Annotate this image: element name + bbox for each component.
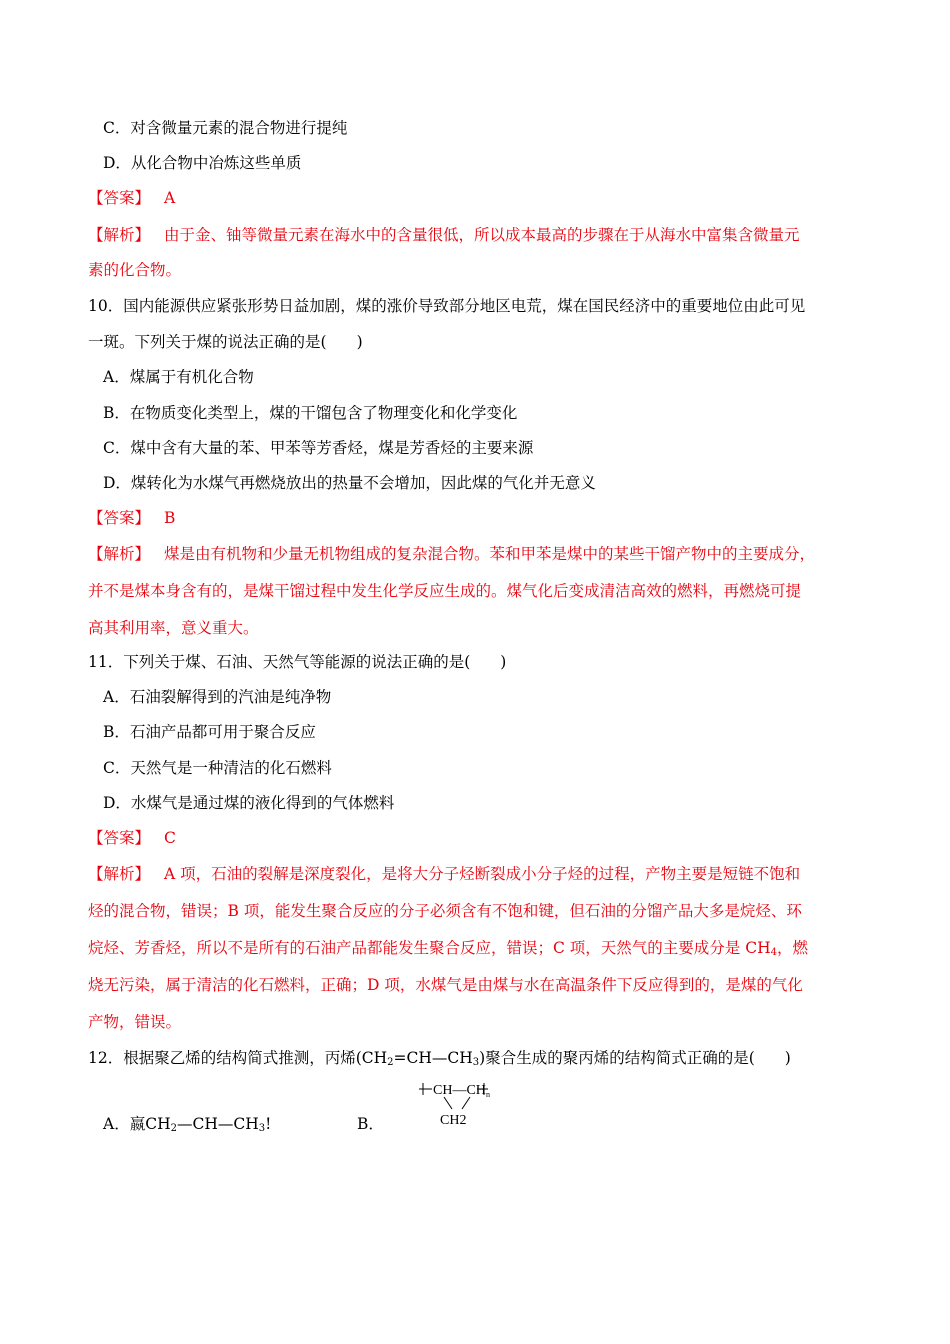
q9-option-c: C．对含微量元素的混合物进行提纯 bbox=[103, 119, 348, 137]
formula-text: —CH—CH bbox=[176, 1115, 259, 1133]
subscript: 4 bbox=[770, 947, 777, 958]
q11-analysis-line-1 bbox=[88, 864, 868, 884]
q11-stem bbox=[88, 652, 868, 672]
q10-stem-line-2 bbox=[88, 332, 868, 352]
q9-analysis-line-1 bbox=[88, 225, 868, 245]
subscript: 2 bbox=[170, 1123, 177, 1134]
formula-text: 嬴CH bbox=[129, 1115, 171, 1133]
formula-text: ! bbox=[265, 1115, 272, 1133]
q11-stem-text: 11．下列关于煤、石油、天然气等能源的说法正确的是( bbox=[88, 653, 471, 671]
analysis-tag: 【解析】 bbox=[88, 226, 151, 244]
formula-bottom-text: CH2 bbox=[440, 1113, 467, 1128]
analysis-tag: 【解析】 bbox=[88, 545, 151, 563]
q12-stem-text: 12．根据聚乙烯的结构简式推测，丙烯(CH bbox=[88, 1049, 388, 1067]
analysis-text: ，燃 bbox=[776, 939, 808, 957]
option-label: A． bbox=[103, 1115, 130, 1133]
q9-option-d: D．从化合物中冶炼这些单质 bbox=[103, 154, 302, 172]
q10-stem-paren: ) bbox=[356, 333, 363, 351]
q11-option-b: B．石油产品都可用于聚合反应 bbox=[103, 723, 316, 741]
answer-value: C bbox=[164, 829, 176, 847]
analysis-text: 由于金、铀等微量元素在海水中的含量很低，所以成本最高的步骤在于从海水中富集含微量元 bbox=[164, 226, 800, 244]
answer-tag: 【答案】 bbox=[88, 509, 151, 527]
ring-bond-right bbox=[462, 1097, 470, 1109]
polymer-structure-diagram bbox=[418, 1080, 508, 1130]
analysis-text: A 项，石油的裂解是深度裂化，是将大分子烃断裂成小分子烃的过程，产物主要是短链不饱和 bbox=[164, 865, 801, 883]
q10-option-a: A．煤属于有机化合物 bbox=[103, 368, 254, 386]
q10-stem-line-1: 10．国内能源供应紧张形势日益加剧，煤的涨价导致部分地区电荒，煤在国民经济中的重要地位由此可见 bbox=[88, 297, 806, 315]
q11-analysis-line-4: 烧无污染，属于清洁的化石燃料，正确；D 项，水煤气是由煤与水在高温条件下反应得到的，是煤的气化 bbox=[88, 976, 803, 994]
answer-value: A bbox=[164, 189, 176, 207]
q11-option-d: D．水煤气是通过煤的液化得到的气体燃料 bbox=[103, 794, 395, 812]
analysis-tag: 【解析】 bbox=[88, 865, 151, 883]
q10-option-d: D．煤转化为水煤气再燃烧放出的热量不会增加，因此煤的气化并无意义 bbox=[103, 474, 596, 492]
q11-answer bbox=[88, 828, 868, 848]
ring-bond-left bbox=[444, 1097, 452, 1109]
q11-option-a: A．石油裂解得到的汽油是纯净物 bbox=[103, 688, 332, 706]
q12-stem-text: )聚合生成的聚丙烯的结构简式正确的是( bbox=[479, 1049, 755, 1067]
answer-tag: 【答案】 bbox=[88, 189, 151, 207]
subscript: 3 bbox=[472, 1057, 480, 1068]
q12-stem bbox=[88, 1048, 868, 1068]
q10-analysis-line-2: 并不是煤本身含有的，是煤干馏过程中发生化学反应生成的。煤气化后变成清洁高效的燃料，再燃烧可提 bbox=[88, 582, 802, 600]
q11-analysis-line-3 bbox=[88, 938, 868, 958]
q10-option-b: B．在物质变化类型上，煤的干馏包含了物理变化和化学变化 bbox=[103, 404, 518, 422]
q12-option-b-label: B． bbox=[357, 1115, 384, 1133]
subscript: 3 bbox=[258, 1123, 266, 1134]
q10-analysis-line-1 bbox=[88, 544, 868, 564]
analysis-text: 煤是由有机物和少量无机物组成的复杂混合物。苯和甲苯是煤中的某些干馏产物中的主要成分， bbox=[164, 545, 816, 563]
q12-stem-text: =CH—CH bbox=[393, 1049, 473, 1067]
q9-answer bbox=[88, 188, 868, 208]
repeat-n: n bbox=[486, 1090, 490, 1099]
q11-analysis-line-5: 产物，错误。 bbox=[88, 1013, 182, 1031]
subscript: 2 bbox=[387, 1057, 394, 1068]
q10-answer bbox=[88, 508, 868, 528]
q12-stem-paren: ) bbox=[784, 1049, 791, 1067]
answer-tag: 【答案】 bbox=[88, 829, 151, 847]
analysis-text: 烷烃、芳香烃，所以不是所有的石油产品都能发生聚合反应，错误；C 项，天然气的主要成分是 CH bbox=[88, 939, 771, 957]
q9-analysis-line-2: 素的化合物。 bbox=[88, 261, 182, 279]
q10-analysis-line-3: 高其利用率，意义重大。 bbox=[88, 619, 259, 637]
q11-analysis-line-2: 烃的混合物，错误；B 项，能发生聚合反应的分子必须含有不饱和键，但石油的分馏产品大多是烷烃、环 bbox=[88, 902, 802, 920]
q12-option-b-structure bbox=[418, 1080, 508, 1130]
answer-value: B bbox=[164, 509, 176, 527]
q11-option-c: C．天然气是一种清洁的化石燃料 bbox=[103, 759, 332, 777]
q11-stem-paren: ) bbox=[500, 653, 507, 671]
formula-top-text: CH—CH bbox=[433, 1083, 486, 1098]
q10-option-c: C．煤中含有大量的苯、甲苯等芳香烃，煤是芳香烃的主要来源 bbox=[103, 439, 534, 457]
q10-stem-text: 一斑。下列关于煤的说法正确的是( bbox=[88, 333, 327, 351]
